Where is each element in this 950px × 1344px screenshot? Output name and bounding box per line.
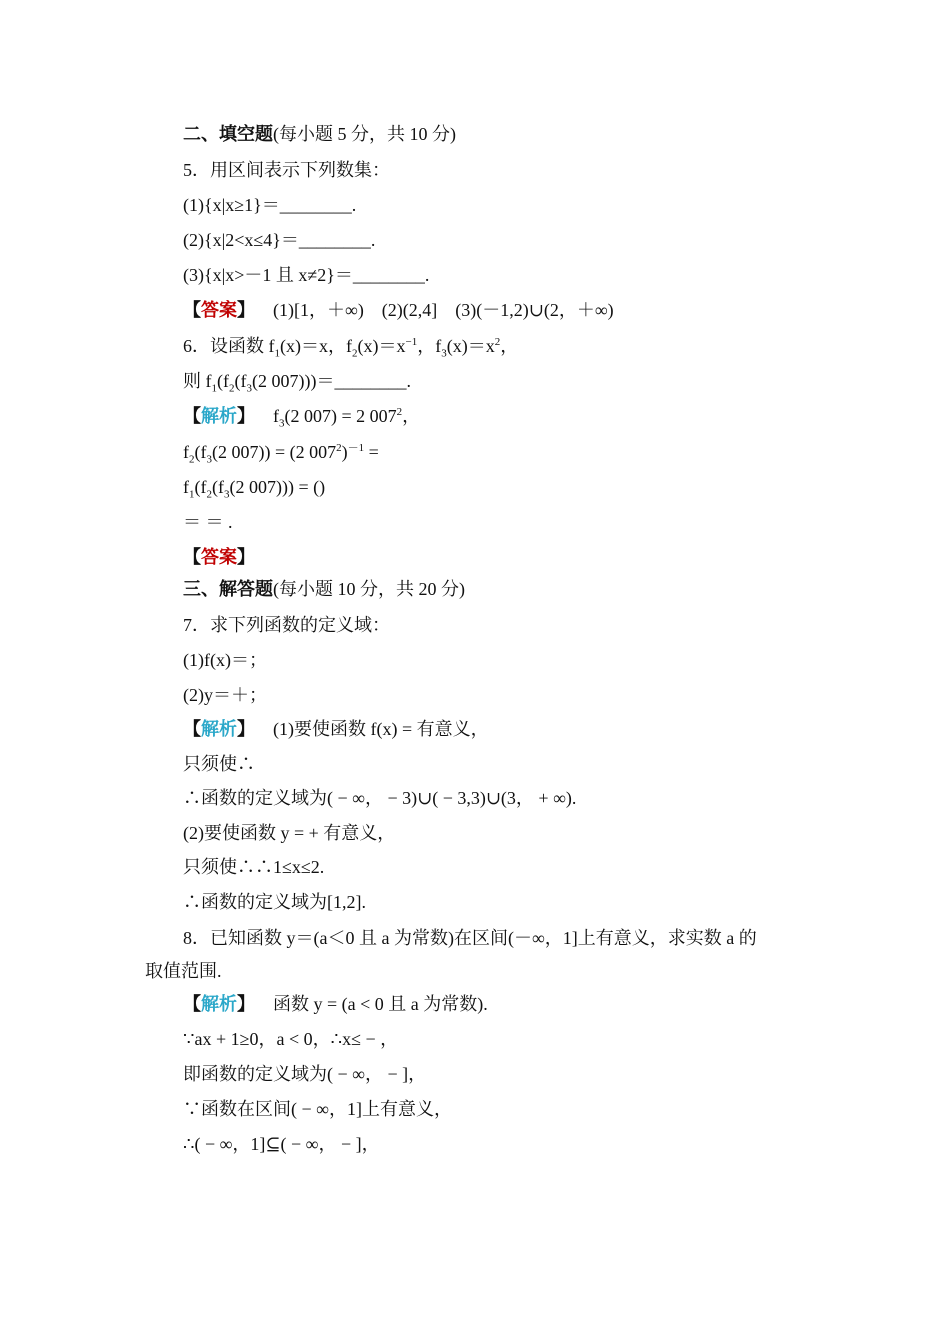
q6-explanation-4: ＝ ＝ .: [183, 512, 233, 532]
q5-part-3: (3){x|x>－1 且 x≠2}＝________.: [183, 265, 430, 285]
q8-stem-line-1: 8．已知函数 y＝(a＜0 且 a 为常数)在区间(－∞，1]上有意义，求实数 a 的: [183, 928, 757, 948]
q7-explanation-5: 只须使∴∴1≤x≤2.: [183, 857, 325, 877]
q8-explanation-1: 【解析】 函数 y = (a < 0 且 a 为常数).: [183, 994, 488, 1014]
q7-stem: 7．求下列函数的定义域：: [183, 615, 390, 635]
q6-explanation-2: $f_2(f_3(2$ 007)) = (2 $007^2)^{-1}$ =: [183, 442, 379, 466]
q7-explanation-2: 只须使∴: [183, 754, 255, 774]
answer-label: 答案: [201, 300, 237, 320]
q7-explanation-1: 【解析】 (1)要使函数 f(x) = 有意义，: [183, 719, 489, 739]
q5-stem: 5．用区间表示下列数集：: [183, 160, 390, 180]
q8-explanation-5: ∴( − ∞，1]⊆( − ∞， − ]，: [183, 1134, 380, 1154]
q8-explanation-4: ∵函数在区间( − ∞，1]上有意义，: [183, 1099, 452, 1119]
q5-part-2: (2){x|2<x≤4}＝________.: [183, 230, 376, 250]
q7-explanation-6: ∴函数的定义域为[1,2].: [183, 892, 366, 912]
q7-explanation-3: ∴函数的定义域为( − ∞， − 3)∪( − 3,3)∪(3， + ∞).: [183, 788, 577, 808]
q5-answer: 【答案】 (1)[1，＋∞) (2)(2,4] (3)(－1,2)∪(2，＋∞): [183, 300, 614, 320]
q5-part-1: (1){x|x≥1}＝________.: [183, 195, 357, 215]
section-3-heading: [183, 578, 465, 600]
q8-stem-line-2: 取值范围.: [145, 961, 222, 981]
section-2-meta: (每小题 5 分，共 10 分): [273, 124, 456, 144]
explanation-label: 解析: [201, 719, 237, 739]
q7-part-2: (2)y＝＋；: [183, 685, 267, 705]
answer-label: 答案: [201, 547, 237, 567]
q7-part-1: (1)f(x)＝；: [183, 650, 267, 670]
q6-explanation-1: 【解析】 $f_3(2$ 007) = 2 $007^2$，: [183, 406, 421, 430]
q6-explanation-3: $f_1(f_2(f_3(2$ 007))) = (): [183, 477, 326, 501]
explanation-label: 解析: [201, 406, 237, 426]
section-3-meta: (每小题 10 分，共 20 分): [273, 579, 465, 599]
section-3-title: 三、解答题: [183, 579, 273, 599]
q6-stem: 6．设函数 $f_1(x)=x$，$f_2(x)=x^{-1}$，$f_3(x)=x^2$，: [183, 336, 519, 360]
explanation-label: 解析: [201, 994, 237, 1014]
section-2-heading: [183, 123, 456, 145]
q5-answer-text: (1)[1，＋∞) (2)(2,4] (3)(－1,2)∪(2，＋∞): [273, 300, 614, 320]
q8-explanation-3: 即函数的定义域为( − ∞， − ]，: [183, 1064, 427, 1084]
q8-explanation-2: ∵ax + 1≥0，a < 0，∴x≤ − ，: [183, 1029, 399, 1049]
section-2-title: 二、填空题: [183, 124, 273, 144]
q7-explanation-4: (2)要使函数 y = + 有意义，: [183, 823, 396, 843]
q6-line-2: 则 $f_1(f_2(f_3(2$ 007)))＝________.: [183, 371, 411, 395]
q6-answer: 【答案】: [183, 547, 255, 567]
